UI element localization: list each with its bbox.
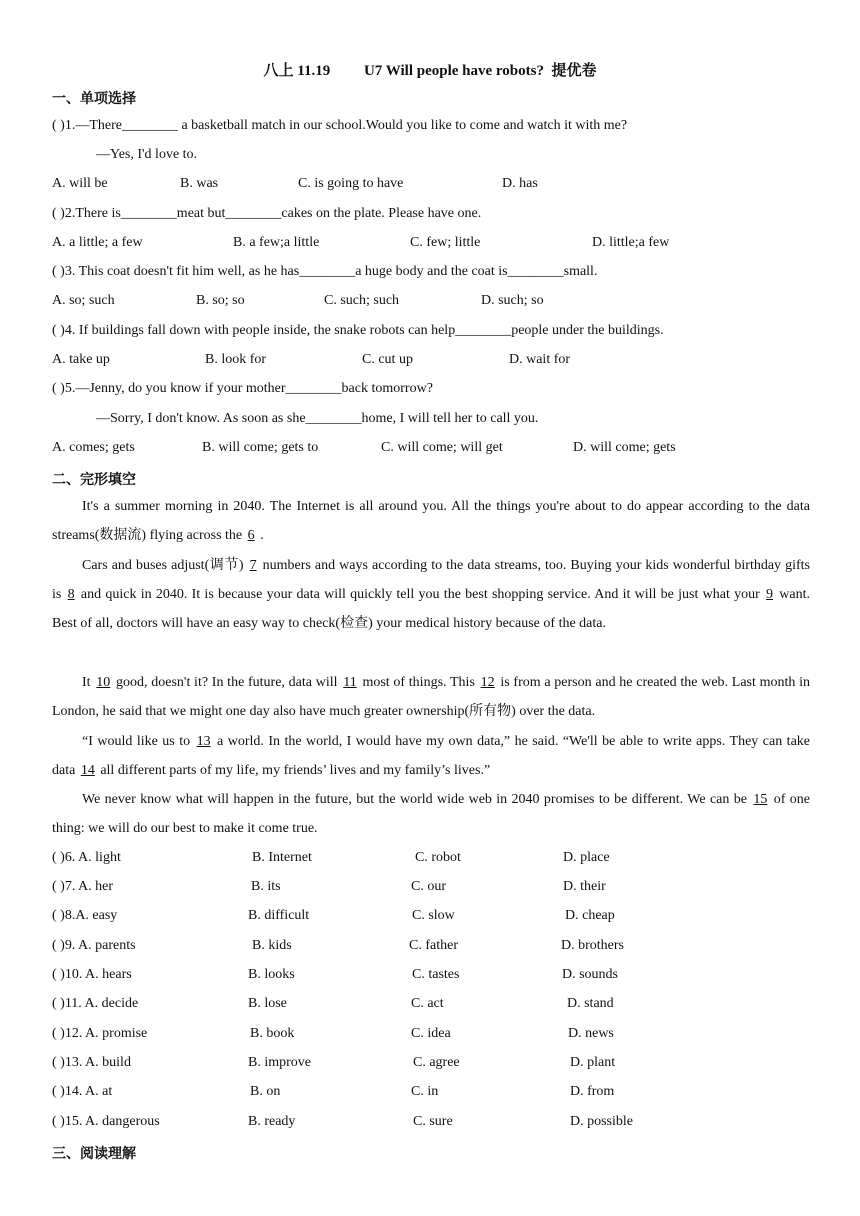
option-a: ( )6. A. light bbox=[52, 850, 121, 865]
option-b: B. a few;a little bbox=[233, 235, 320, 250]
cloze-question-6 bbox=[0, 850, 860, 870]
section-heading-cloze: 二、完形填空 bbox=[52, 473, 136, 488]
section-heading-single-choice: 一、单项选择 bbox=[52, 92, 136, 107]
blank-15: 15 bbox=[753, 792, 768, 807]
option-a: A. a little; a few bbox=[52, 235, 143, 250]
section-heading-reading: 三、阅读理解 bbox=[52, 1147, 136, 1162]
page-title: 八上 11.19 U7 Will people have robots? 提优卷 bbox=[263, 63, 597, 79]
option-d: D. from bbox=[570, 1084, 615, 1099]
cloze-question-14 bbox=[0, 1084, 860, 1104]
option-a: ( )12. A. promise bbox=[52, 1026, 148, 1041]
option-d: D. cheap bbox=[565, 908, 615, 923]
question-1-reply: —Yes, I'd love to. bbox=[96, 147, 198, 162]
option-a: ( )13. A. build bbox=[52, 1055, 131, 1070]
option-d: D. sounds bbox=[562, 967, 619, 982]
question-1-options bbox=[0, 176, 860, 196]
cloze-question-9 bbox=[0, 938, 860, 958]
cloze-paragraph-2: Cars and buses adjust(调节) 7 numbers and ways according to the data streams, too. Buying your kids wonderful birthday gifts is 8 and quick in 2040. It is because your data will quickly tell you the best shopping service. And it will be just what your 9 want. Best of all, doctors will have an easy way to check(检查) your medical history because of the data. bbox=[52, 558, 811, 632]
option-c: C. robot bbox=[415, 850, 461, 865]
option-d: D. wait for bbox=[509, 352, 571, 367]
blank-14: 14 bbox=[80, 763, 95, 779]
option-a: ( )9. A. parents bbox=[52, 938, 136, 953]
option-d: D. plant bbox=[570, 1055, 616, 1070]
question-1-stem: ( )1.—There________ a basketball match in our school.Would you like to come and watch it with me? bbox=[52, 118, 628, 133]
option-b: B. looks bbox=[248, 967, 295, 982]
option-c: C. agree bbox=[413, 1055, 460, 1070]
option-b: B. was bbox=[180, 176, 219, 191]
option-b: B. ready bbox=[248, 1114, 296, 1129]
blank-13: 13 bbox=[196, 734, 211, 749]
option-b: B. will come; gets to bbox=[202, 440, 319, 455]
blank-11: 11 bbox=[343, 675, 357, 690]
blank-7: 7 bbox=[249, 558, 257, 573]
cloze-question-12 bbox=[0, 1026, 860, 1046]
option-a: A. take up bbox=[52, 352, 110, 367]
option-c: C. our bbox=[411, 879, 446, 894]
cloze-question-11 bbox=[0, 996, 860, 1016]
option-c: C. act bbox=[411, 996, 444, 1011]
option-b: B. look for bbox=[205, 352, 267, 367]
option-b: B. its bbox=[251, 879, 281, 894]
option-c: C. in bbox=[411, 1084, 439, 1099]
blank-9: 9 bbox=[766, 587, 774, 603]
option-d: D. their bbox=[563, 879, 606, 894]
option-c: C. is going to have bbox=[298, 176, 404, 191]
question-4-stem: ( )4. If buildings fall down with people inside, the snake robots can help________people under the buildings. bbox=[52, 323, 664, 338]
cloze-question-10 bbox=[0, 967, 860, 987]
option-a: ( )14. A. at bbox=[52, 1084, 113, 1099]
option-d: D. has bbox=[502, 176, 538, 191]
cloze-paragraph-1: It's a summer morning in 2040. The Internet is all around you. All the things you're about to do appear according to the data streams(数据流) flying across the 6 . bbox=[52, 499, 810, 544]
option-a: A. so; such bbox=[52, 293, 115, 308]
blank-8: 8 bbox=[67, 587, 75, 603]
question-3-options bbox=[0, 293, 860, 313]
option-b: B. improve bbox=[248, 1055, 311, 1070]
cloze-paragraph-5: We never know what will happen in the future, but the world wide web in 2040 promises to be different. We can be 15 of one thing: we will do our best to make it come true. bbox=[52, 792, 810, 837]
blank-10: 10 bbox=[96, 675, 111, 690]
option-b: B. lose bbox=[248, 996, 287, 1011]
cloze-question-15 bbox=[0, 1114, 860, 1134]
option-c: C. father bbox=[409, 938, 458, 953]
blank-6: 6 bbox=[247, 528, 255, 544]
blank-12: 12 bbox=[480, 675, 495, 690]
cloze-question-13 bbox=[0, 1055, 860, 1075]
cloze-paragraph-4: “I would like us to 13 a world. In the world, I would have my own data,” he said. “We'll be able to write apps. They can take data 14 all different parts of my life, my friends’ lives and my family’s lives.” bbox=[52, 734, 810, 779]
option-c: C. slow bbox=[412, 908, 455, 923]
question-3-stem: ( )3. This coat doesn't fit him well, as he has________a huge body and the coat is________small. bbox=[52, 264, 598, 279]
option-d: D. possible bbox=[570, 1114, 633, 1129]
option-a: ( )8.A. easy bbox=[52, 908, 118, 923]
cloze-question-7 bbox=[0, 879, 860, 899]
option-d: D. stand bbox=[567, 996, 614, 1011]
question-2-options bbox=[0, 235, 860, 255]
option-b: B. Internet bbox=[252, 850, 312, 865]
option-d: D. brothers bbox=[561, 938, 624, 953]
question-5-reply: —Sorry, I don't know. As soon as she________home, I will tell her to call you. bbox=[96, 411, 539, 426]
option-a: ( )7. A. her bbox=[52, 879, 114, 894]
option-c: C. sure bbox=[413, 1114, 453, 1129]
option-c: C. such; such bbox=[324, 293, 400, 308]
option-b: B. kids bbox=[252, 938, 292, 953]
cloze-question-8 bbox=[0, 908, 860, 928]
option-b: B. on bbox=[250, 1084, 281, 1099]
option-c: C. idea bbox=[411, 1026, 451, 1041]
option-a: ( )10. A. hears bbox=[52, 967, 132, 982]
option-c: C. will come; will get bbox=[381, 440, 503, 455]
option-d: D. little;a few bbox=[592, 235, 670, 250]
option-d: D. news bbox=[568, 1026, 614, 1041]
question-4-options bbox=[0, 352, 860, 372]
option-a: A. comes; gets bbox=[52, 440, 135, 455]
question-5-options bbox=[0, 440, 860, 460]
question-5-stem: ( )5.—Jenny, do you know if your mother________back tomorrow? bbox=[52, 381, 433, 396]
option-c: C. few; little bbox=[410, 235, 481, 250]
option-a: A. will be bbox=[52, 176, 108, 191]
option-b: B. book bbox=[250, 1026, 295, 1041]
option-b: B. difficult bbox=[248, 908, 310, 923]
option-a: ( )15. A. dangerous bbox=[52, 1114, 160, 1129]
option-a: ( )11. A. decide bbox=[52, 996, 139, 1011]
option-d: D. such; so bbox=[481, 293, 544, 308]
option-c: C. cut up bbox=[362, 352, 413, 367]
option-c: C. tastes bbox=[412, 967, 460, 982]
question-2-stem: ( )2.There is________meat but________cakes on the plate. Please have one. bbox=[52, 206, 482, 221]
option-d: D. will come; gets bbox=[573, 440, 676, 455]
cloze-paragraph-3: It 10 good, doesn't it? In the future, data will 11 most of things. This 12 is from a person and he created the web. Last month in London, he said that we might one day also have much greater ownership(所有物) over the data. bbox=[52, 675, 811, 720]
option-b: B. so; so bbox=[196, 293, 245, 308]
option-d: D. place bbox=[563, 850, 610, 865]
